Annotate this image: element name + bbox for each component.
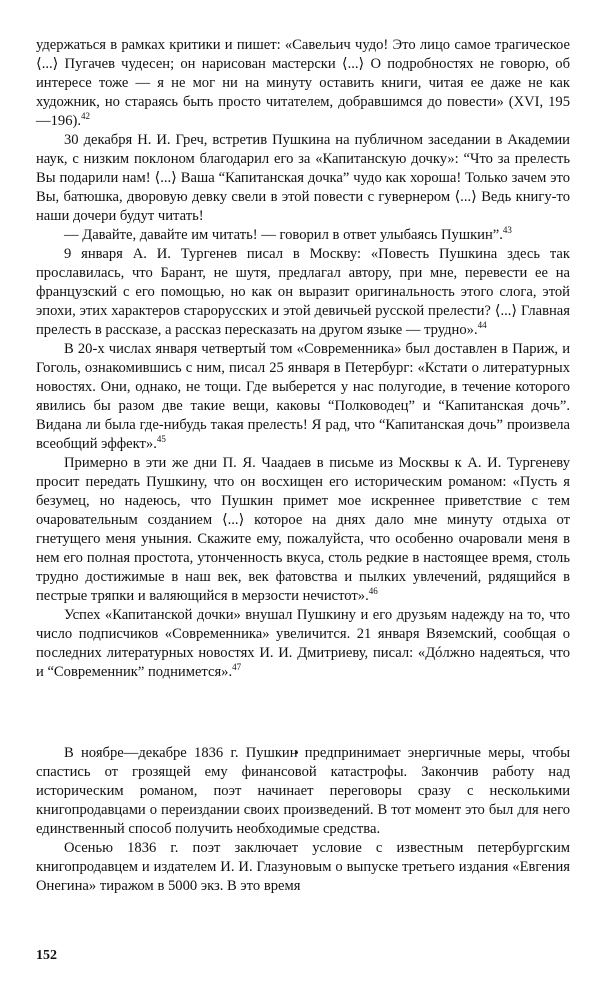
paragraph-text: — Давайте, давайте им читать! — говорил в ответ улыбаясь Пушкин”. bbox=[64, 227, 503, 243]
section-paragraph-2: Осенью 1836 г. поэт заключает условие с известным петербургским книгопродавцем и издателем И. И. Глазуновым о выпуске третьего издания «Евгения Онегина» тиражом в 5000 экз. В это время bbox=[36, 840, 570, 894]
footnote-ref: 44 bbox=[477, 320, 487, 330]
paragraph-text: В 20-х числах января четвертый том «Современника» был доставлен в Париж, и Гоголь, ознакомившись с ним, писал 25 января в Петербург: «Кстати о литературных новостях. Они, однако, не тощи. Где выберется у нас полугодие, в течение которого явились бы разом две такие вещи, каковы “Полководец” и “Капитанская дочь”. Видана ли была где-нибудь такая прелесть! Я рад, что “Капитанская дочь” произвела всеобщий эффект». bbox=[36, 341, 570, 452]
paragraph-text: удержаться в рамках критики и пишет: «Савельич чудо! Это лицо самое трагическое ⟨...⟩ Пугачев чудесен; он нарисован мастерски ⟨...⟩ О подробностях не говорю, об интересе тоже — я не мог ни на минуту оставить книги, читая ее даже не как художник, но стараясь быть просто читателем, добравшимся до повести» (XVI, 195—196). bbox=[36, 37, 570, 129]
footnote-ref: 42 bbox=[81, 111, 90, 121]
paragraph-6 bbox=[36, 454, 570, 606]
paragraph-text: 30 декабря Н. И. Греч, встретив Пушкина на публичном заседании в Академии наук, с низким поклоном благодарил его за «Капитанскую дочку»: “Что за прелесть Вы подарили нам! ⟨...⟩ Ваша “Капитанская дочка” чудо как хороша! Только зачем это Вы, батюшка, дворовую девку свели в этой повести с гувернером ⟨...⟩ Ведь книгу-то наши дочери будут читать! bbox=[36, 132, 570, 224]
paragraph-4 bbox=[36, 245, 570, 340]
footnote-ref: 47 bbox=[232, 662, 242, 672]
paragraph-text: Успех «Капитанской дочки» внушал Пушкину и его друзьям надежду на то, что число подписчиков «Современника» увеличится. 21 января Вяземский, сообщая о последних литературных новостях И. И. Дмитриеву, писал: «Дóлжно надеяться, что и “Современник” поднимется». bbox=[36, 607, 570, 680]
page-number: 152 bbox=[36, 948, 57, 963]
paragraph-text: 9 января А. И. Тургенев писал в Москву: «Повесть Пушкина здесь так прославилась, что Барант, не шутя, предлагал автору, при мне, перевести ее на французский с его помощью, но как он выразит оригинальность этого слога, этой эпохи, этих характеров старорусских и этой девичьей русской прелести? ⟨...⟩ Главная прелесть в рассказе, а рассказ пересказать на другом языке — трудно». bbox=[36, 246, 570, 338]
paragraph-text: Примерно в эти же дни П. Я. Чаадаев в письме из Москвы к А. И. Тургеневу просит передать Пушкину, что он восхищен его историческим романом: «Пусть я безумец, но надеюсь, что Пушкин примет мое искреннее приветствие с тем очаровательным созданием ⟨...⟩ которое на днях дало мне минуту отдыха от гнетущего меня уныния. Скажите ему, пожалуйста, что особенно очаровали меня в нем его полная простота, утонченность вкуса, столь редкие в настоящее время, столь трудно достижимые в наш век, век фатовства и пылких увлечений, рядящийся в пестрые тряпки и валяющийся в мерзости нечистот». bbox=[36, 455, 570, 604]
paragraph-5 bbox=[36, 340, 570, 454]
section-paragraph-1: В ноябре—декабре 1836 г. Пушкин предпринимает энергичные меры, чтобы спастись от грозящей ему финансовой катастрофы. Закончив работу над историческим романом, поэт начинает переговоры сразу с несколькими книгопродавцами о переиздании своих произведений. В тот момент это был для него единственный способ получить необходимые средства. bbox=[36, 745, 570, 837]
footnote-ref: 46 bbox=[368, 586, 378, 596]
main-text-block bbox=[36, 36, 570, 682]
footnote-ref: 43 bbox=[502, 225, 512, 235]
paragraph-1 bbox=[36, 36, 570, 131]
paragraph-3 bbox=[36, 226, 570, 245]
paragraph-2 bbox=[36, 131, 570, 226]
footnote-ref: 45 bbox=[156, 434, 166, 444]
paragraph-7 bbox=[36, 606, 570, 682]
section-text-block bbox=[36, 744, 570, 896]
